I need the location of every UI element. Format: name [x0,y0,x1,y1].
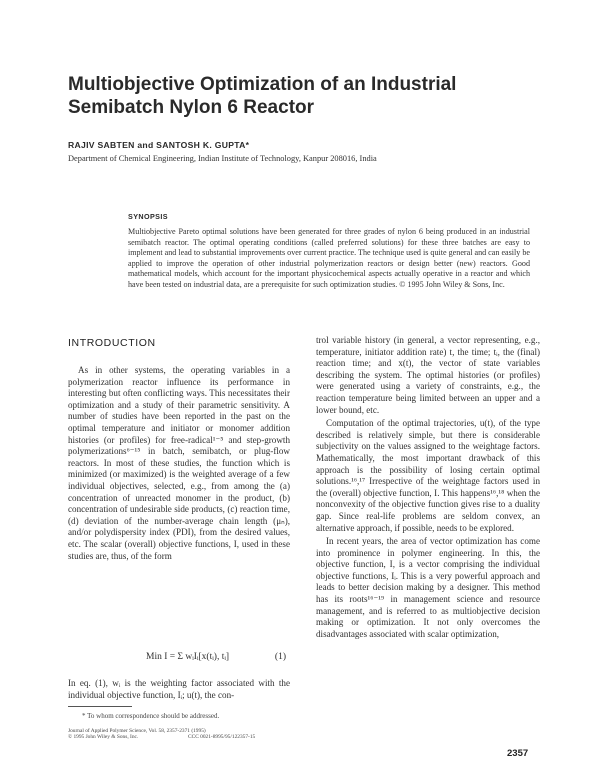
synopsis-heading: SYNOPSIS [128,212,168,221]
article-authors: RAJIV SABTEN and SANTOSH K. GUPTA* [68,140,250,150]
synopsis-text: Multiobjective Pareto optimal solutions have been generated for three grades of nylon 6 being produced in an industrial semibatch reactor. The optimal operating conditions (called preferred solutions) for these three batches are easy to implement and lead to substantial improvements over current practice. The technique used is quite general and can easily be applied to improve the operation of other industrial polymerization reactors or design better (new) reactors. Good mathematical models, which account for the important physicochemical aspects actually operative in a reactor and which have been tested on industrial data, are a prerequisite for such optimization studies. © 1995 John Wiley & Sons, Inc. [128,227,530,289]
equation-body: Min I = Σ wᵢIᵢ[x(tᵢ), tᵢ] [146,652,230,662]
footnote [74,712,304,721]
right-column [316,335,540,640]
right-paragraph-1: trol variable history (in general, a vector representing, e.g., temperature, initiator addition rate) t, the time; tᵢ, the (final) reaction time; and x(t), the vector of state variables describing the system. The optimal histories (or profiles) were generated using a variety of constraints, e.g., the reaction temperature being limited between an upper and a lower bound, etc. [316,335,540,415]
intro-paragraph-2: In eq. (1), wᵢ is the weighting factor associated with the individual objective function, Iᵢ; u(t), the con- [68,678,290,700]
left-column [68,365,290,562]
journal-info [68,728,308,741]
equation-1 [68,648,290,672]
ccc-code: CCC 0021-8995/95/122357-15 [188,734,256,741]
right-paragraph-3: In recent years, the area of vector optimization has come into prominence in polymer engineering. In this, the objective function, I, is a vector comprising the individual objective functions, Iᵢ. This is a very powerful approach and leads to better decision making by a designer. This method has its roots¹⁶⁻¹⁹ in management science and resource management, and is referred to as multiobjective decision making or optimization. It not only overcomes the disadvantages associated with scalar optimization, [316,536,540,639]
introduction-heading: INTRODUCTION [68,337,156,349]
journal-citation: Journal of Applied Polymer Science, Vol. 58, 2357-2371 (1995) [68,728,206,734]
author-affiliation: Department of Chemical Engineering, Indian Institute of Technology, Kanpur 208016, India [68,154,377,163]
footnote-rule [68,706,132,707]
right-paragraph-2: Computation of the optimal trajectories, u(t), of the type described is relatively simple, but there is considerable subjectivity on the values assigned to the weightage factors. Mathematically, the most important drawback of this approach is the possibility of losing certain optimal solutions.¹⁶,¹⁷ Irrespective of the weightage factors used in the (overall) objective function, I. This happens¹⁶,¹⁸ when the nonconvexity of the objective function gives rise to a duality gap. Since real-life problems are seldom convex, an alternative approach, if possible, needs to be explored. [316,418,540,533]
copyright-line: © 1995 John Wiley & Sons, Inc. [68,734,139,741]
intro-paragraph-1: As in other systems, the operating variables in a polymerization reactor influence its performance in interesting but often conflicting ways. This necessitates their optimization and a study of their parametric sensitivity. A number of studies have been reported in the past on the optimal temperature and initiator or monomer addition histories (or profiles) for free-radical¹⁻⁵ and step-growth polymerizations⁶⁻¹⁵ in batch, semibatch, or plug-flow reactors. In most of these studies, the function which is minimized (or maximized) is the weighted average of a few individual objectives, selected, e.g., from among the (a) concentration of unreacted monomer in the product, (b) concentration of undesirable side products, (c) reaction time, (d) deviation of the number-average chain length (μₙ), and/or polydispersity index (PDI), from the desired values, etc. The scalar (overall) objective functions, I, used in these studies are, thus, of the form [68,365,290,561]
left-column-continued [68,678,290,701]
equation-number: (1) [274,652,286,662]
page-number: 2357 [507,748,529,759]
correspondence-note: * To whom correspondence should be addressed. [82,712,220,720]
article-title: Multiobjective Optimization of an Industrial Semibatch Nylon 6 Reactor [68,74,457,118]
